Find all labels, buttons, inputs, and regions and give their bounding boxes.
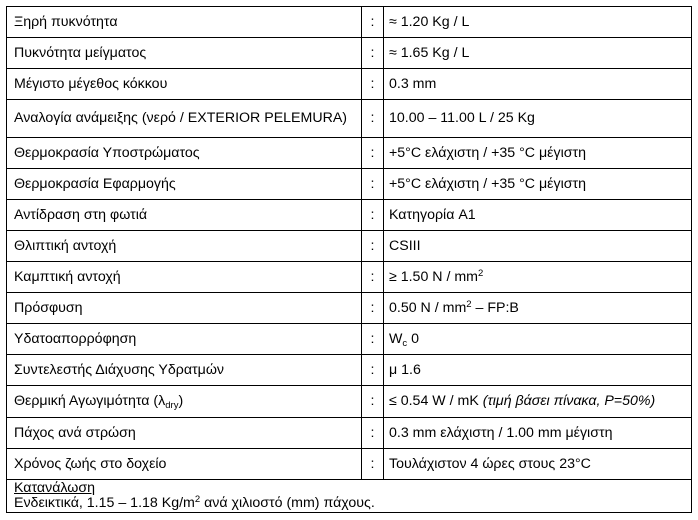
property-label-cell <box>7 169 362 200</box>
property-row <box>7 69 692 100</box>
property-value-cell <box>384 293 692 324</box>
property-label-cell <box>7 355 362 386</box>
property-row <box>7 100 692 138</box>
property-row <box>7 231 692 262</box>
property-value: μ 1.6 <box>389 361 421 378</box>
property-label: Ξηρή πυκνότητα <box>14 13 118 30</box>
property-value: 0.3 mm <box>389 75 437 92</box>
property-label-cell <box>7 262 362 293</box>
property-value: W <box>389 330 403 347</box>
property-label: Θερμική Αγωγιμότητα (λ <box>14 393 166 409</box>
property-label-cell <box>7 386 362 418</box>
consumption-cell <box>7 480 692 513</box>
separator-cell <box>362 355 384 386</box>
property-value-cell <box>384 200 692 231</box>
separator-colon: : <box>370 361 375 378</box>
separator-colon: : <box>370 206 375 223</box>
property-value-cell <box>384 7 692 38</box>
property-value: +5°C ελάχιστη / +35 °C μέγιστη <box>389 144 586 161</box>
separator-colon: : <box>370 330 375 347</box>
property-label-cell <box>7 38 362 69</box>
property-label-cell <box>7 138 362 169</box>
property-value-cell <box>384 138 692 169</box>
consumption-text <box>14 495 375 511</box>
separator-colon: : <box>370 75 375 92</box>
property-row <box>7 200 692 231</box>
property-value-superscript: 2 <box>466 298 472 310</box>
property-value-cell <box>384 38 692 69</box>
property-value: Τουλάχιστον 4 ώρες στους 23°C <box>389 455 591 472</box>
property-label: Αναλογία ανάμειξης (νερό / EXTERIOR PELEMURA) <box>14 110 348 126</box>
property-label-cell <box>7 418 362 449</box>
separator-colon: : <box>370 424 375 441</box>
separator-cell <box>362 100 384 138</box>
separator-colon: : <box>370 299 375 316</box>
property-value-cell <box>384 231 692 262</box>
properties-table <box>6 6 692 513</box>
property-row <box>7 293 692 324</box>
separator-colon: : <box>370 13 375 30</box>
property-value-cell <box>384 418 692 449</box>
property-value: ≥ 1.50 N / mm <box>389 268 478 285</box>
separator-cell <box>362 138 384 169</box>
property-row <box>7 169 692 200</box>
separator-colon: : <box>370 110 375 126</box>
property-row <box>7 262 692 293</box>
separator-colon: : <box>370 455 375 472</box>
property-label: Συντελεστής Διάχυσης Υδρατμών <box>14 361 225 378</box>
property-label-tail: ) <box>178 393 184 409</box>
property-label-cell <box>7 324 362 355</box>
consumption-row <box>7 480 692 513</box>
property-value-tail: 0 <box>407 330 419 347</box>
separator-cell <box>362 293 384 324</box>
property-value-cell <box>384 100 692 138</box>
property-label: Πρόσφυση <box>14 299 83 316</box>
separator-colon: : <box>370 44 375 61</box>
separator-colon: : <box>370 268 375 285</box>
property-value-tail: – FP:B <box>471 299 519 316</box>
property-value-note: (τιμή βάσει πίνακα, P=50%) <box>482 393 656 409</box>
property-value-cell <box>384 262 692 293</box>
property-value-cell <box>384 69 692 100</box>
separator-cell <box>362 200 384 231</box>
separator-cell <box>362 69 384 100</box>
separator-cell <box>362 231 384 262</box>
property-value: 10.00 – 11.00 L / 25 Kg <box>389 110 535 126</box>
property-value: 0.3 mm ελάχιστη / 1.00 mm μέγιστη <box>389 424 613 441</box>
separator-cell <box>362 262 384 293</box>
property-value-cell <box>384 386 692 418</box>
property-label-cell <box>7 200 362 231</box>
property-label-cell <box>7 7 362 38</box>
consumption-title: Κατανάλωση <box>14 480 95 496</box>
consumption-text-sup: 2 <box>194 494 201 505</box>
property-row <box>7 138 692 169</box>
property-row <box>7 449 692 480</box>
property-label: Θερμοκρασία Υποστρώματος <box>14 144 200 161</box>
property-row <box>7 386 692 418</box>
property-value-superscript: 2 <box>478 267 484 279</box>
property-row <box>7 324 692 355</box>
separator-colon: : <box>370 175 375 192</box>
property-label-cell <box>7 69 362 100</box>
property-value-cell <box>384 355 692 386</box>
separator-cell <box>362 386 384 418</box>
property-label: Υδατοαπορρόφηση <box>14 330 137 347</box>
property-value-cell <box>384 169 692 200</box>
property-value: ≤ 0.54 W / mK <box>389 393 483 409</box>
property-row <box>7 7 692 38</box>
property-label-cell <box>7 449 362 480</box>
property-label-cell <box>7 231 362 262</box>
property-value: 0.50 N / mm <box>389 299 467 316</box>
property-value: CSIII <box>389 237 421 254</box>
separator-cell <box>362 7 384 38</box>
property-value: ≈ 1.65 Kg / L <box>389 44 470 61</box>
property-label: Χρόνος ζωής στο δοχείο <box>14 455 167 472</box>
property-value-cell <box>384 449 692 480</box>
property-label: Αντίδραση στη φωτιά <box>14 206 148 223</box>
property-label: Μέγιστο μέγεθος κόκκου <box>14 75 168 92</box>
separator-cell <box>362 38 384 69</box>
property-row <box>7 355 692 386</box>
property-label: Θλιπτική αντοχή <box>14 237 117 254</box>
property-label: Θερμοκρασία Εφαρμογής <box>14 175 176 192</box>
property-value: ≈ 1.20 Kg / L <box>389 13 470 30</box>
separator-colon: : <box>370 237 375 254</box>
property-label: Πυκνότητα μείγματος <box>14 44 147 61</box>
separator-colon: : <box>370 144 375 161</box>
property-row <box>7 418 692 449</box>
separator-cell <box>362 324 384 355</box>
property-label: Καμπτική αντοχή <box>14 268 121 285</box>
separator-cell <box>362 449 384 480</box>
property-label-cell <box>7 100 362 138</box>
separator-cell <box>362 418 384 449</box>
property-label: Πάχος ανά στρώση <box>14 424 136 441</box>
property-value-cell <box>384 324 692 355</box>
properties-table-body <box>7 7 692 480</box>
property-value: Κατηγορία A1 <box>389 206 476 223</box>
separator-cell <box>362 169 384 200</box>
separator-colon: : <box>370 393 375 409</box>
consumption-text-main: Ενδεικτικά, 1.15 – 1.18 Kg/m <box>14 495 195 511</box>
property-value: +5°C ελάχιστη / +35 °C μέγιστη <box>389 175 586 192</box>
property-row <box>7 38 692 69</box>
property-value-subscript: c <box>402 337 408 349</box>
property-label-subscript: dry <box>165 400 179 411</box>
consumption-text-tail: ανά χιλιοστό (mm) πάχους. <box>200 495 375 511</box>
property-label-cell <box>7 293 362 324</box>
